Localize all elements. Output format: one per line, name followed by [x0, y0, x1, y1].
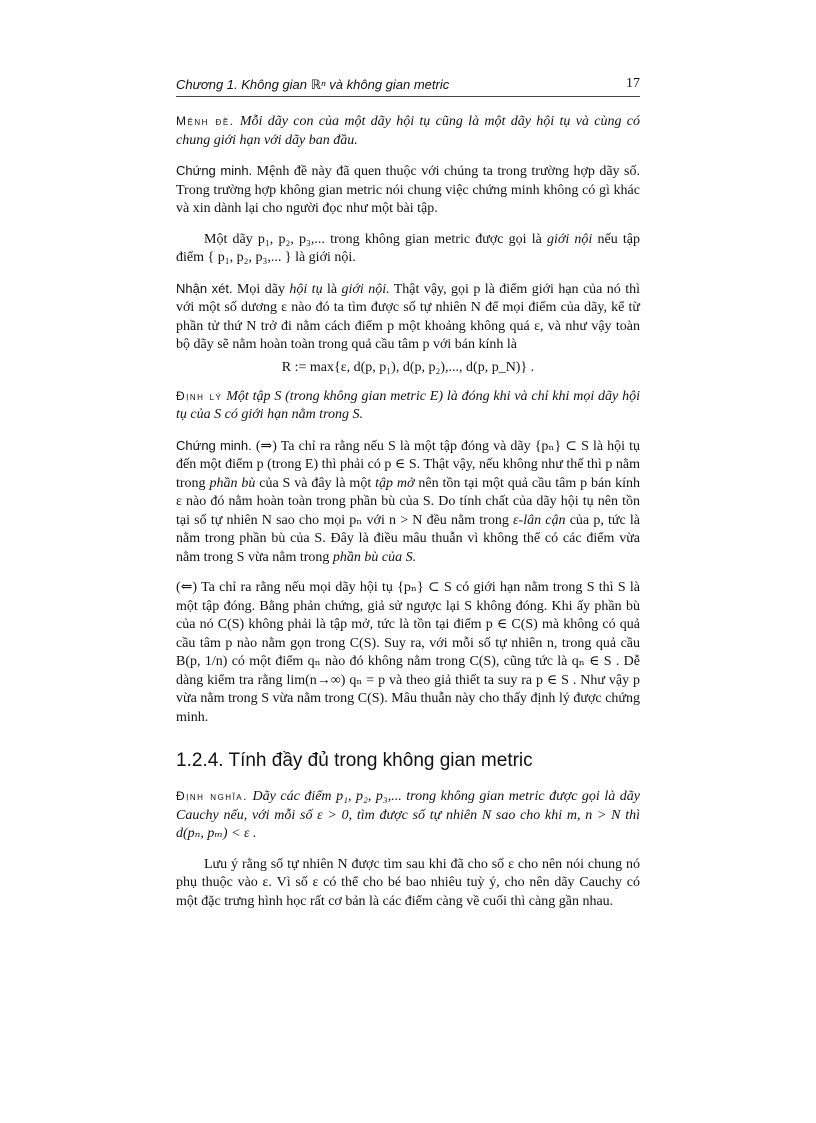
remark-label: Nhận xét.	[176, 280, 233, 296]
remark-term-2: giới nội.	[341, 281, 390, 297]
theorem-text: Một tập S (trong không gian metric E) là đóng khi và chỉ khi mọi dãy hội tụ của S có giới hạn nằm trong S.	[176, 388, 640, 422]
bounded-text-1: Một dãy p₁, p₂, p₃,... trong không gian metric được gọi là	[204, 231, 547, 247]
radius-formula: R := max{ε, d(p, p₁), d(p, p₂),..., d(p, p_N)} .	[281, 359, 535, 375]
definition-label: Định nghĩa.	[176, 789, 248, 803]
cauchy-definition	[176, 787, 640, 844]
page-body	[176, 112, 640, 923]
remark-text-2: là	[322, 281, 342, 297]
chapter-title: Chương 1. Không gian ℝⁿ và không gian metric	[176, 77, 450, 92]
note-paragraph: Lưu ý rằng số tự nhiên N được tìm sau khi đã cho số ε cho nên nói chung nó phụ thuộc vào ε. Vì số ε có thể cho bé bao nhiêu tuỳ ý, cho nên dãy Cauchy có một đặc trưng hình học rất cơ bản là các điểm càng về cuối thì càng gần nhau.	[176, 856, 640, 909]
proof-3: (⇐) Ta chỉ ra rằng nếu mọi dãy hội tụ {pₙ} ⊂ S có giới hạn nằm trong S thì S là một tập đóng. Bằng phản chứng, giả sử ngược lại S không đóng. Khi ấy phần bù của nó C(S) không phải là tập mở, tức là tồn tại điểm p ∈ C(S) mà không có quả cầu tâm p nào nằm gọn trong C(S). Suy ra, với mỗi số tự nhiên n, trong quả cầu B(p, 1/n) có một điểm qₙ nào đó không nằm trong C(S), cũng tức là qₙ ∈ S . Dễ dàng kiểm tra rằng lim(n→∞) qₙ = p và theo giả thiết ta suy ra p ∈ S . Như vậy p vừa nằm trong S vừa nằm trong C(S). Mâu thuẫn này cho thấy định lý được chứng minh.	[176, 580, 640, 725]
remark-term-1: hội tụ	[289, 281, 323, 297]
proof-2-term-1: phần bù	[209, 475, 256, 491]
proof-2-term-3: ε-lân cận	[513, 512, 566, 528]
remark-text-1: Mọi dãy	[232, 281, 290, 297]
running-header	[176, 74, 640, 96]
proof-2-text-2: của S và đây là một	[255, 475, 376, 491]
proof-2-label: Chứng minh.	[176, 437, 252, 453]
remark-text-3: Thật vậy, gọi p là điểm giới hạn của nó thì với một số dương ε nào đó ta tìm được số tự nhiên N để mọi điểm của dãy, kể từ phần tử thứ N trở đi nằm cách điểm p một khoảng không quá ε, và như vậy toàn bộ dãy sẽ nằm hoàn toàn trong quả cầu tâm p với bán kính là	[176, 281, 640, 352]
cauchy-definition-text: Dãy các điểm p₁, p₂, p₃,... trong không gian metric được gọi là dãy Cauchy nếu, với mỗi số ε > 0, tìm được số tự nhiên N sao cho khi m, n > N thì d(pₙ, pₘ) < ε .	[176, 789, 640, 841]
section-title: 1.2.4. Tính đầy đủ trong không gian metric	[176, 750, 533, 771]
theorem-label: Định lý	[176, 388, 223, 403]
proposition-label: Mệnh đề.	[176, 114, 235, 128]
header-rule	[176, 96, 640, 97]
proposition-text: Mỗi dãy con của một dãy hội tụ cũng là một dãy hội tụ và cùng có chung giới hạn với dãy ban đầu.	[176, 114, 640, 148]
proof-1-text: Mệnh đề này đã quen thuộc với chúng ta trong trường hợp dãy số. Trong trường hợp không gian metric nói chung việc chứng minh không có gì khác và xin dành lại cho người đọc như một bài tập.	[176, 164, 640, 216]
bounded-definition	[176, 231, 640, 268]
page-number: 17	[626, 76, 640, 91]
proof-2-text-1: (⇒) Ta chỉ ra rằng nếu S là một tập đóng và dãy {pₙ} ⊂ S là hội tụ đến một điểm p (trong E) thì phải có p ∈ S. Thật vậy, nếu không như thế thì p nằm trong	[176, 438, 640, 491]
proof-2-term-4: phần bù của S.	[332, 549, 417, 565]
proof-2-term-2: tập mở	[375, 475, 415, 491]
proof-label: Chứng minh.	[176, 163, 253, 178]
proof-1	[176, 162, 640, 219]
proof-2	[176, 437, 640, 568]
proof-2-text-3: nên tồn tại một quả cầu tâm p bán kính ε nào đó nằm hoàn toàn trong phần bù của S. Do tính chất của dãy hội tụ nên tồn tại số tự nhiên N sao cho mọi pₙ với n > N đều nằm trong	[176, 475, 640, 528]
bounded-term: giới nội	[546, 231, 593, 247]
proposition	[176, 112, 640, 150]
remark	[176, 280, 640, 355]
proof-2-text-4: của p, tức là nằm trong phần bù của S. Đây là điều mâu thuẫn vì không thể có các điểm vừa nằm trong S vừa nằm trong	[176, 512, 640, 565]
theorem	[176, 387, 640, 425]
bounded-text-2: nếu tập điểm { p₁, p₂, p₃,... } là giới nội.	[176, 231, 640, 265]
